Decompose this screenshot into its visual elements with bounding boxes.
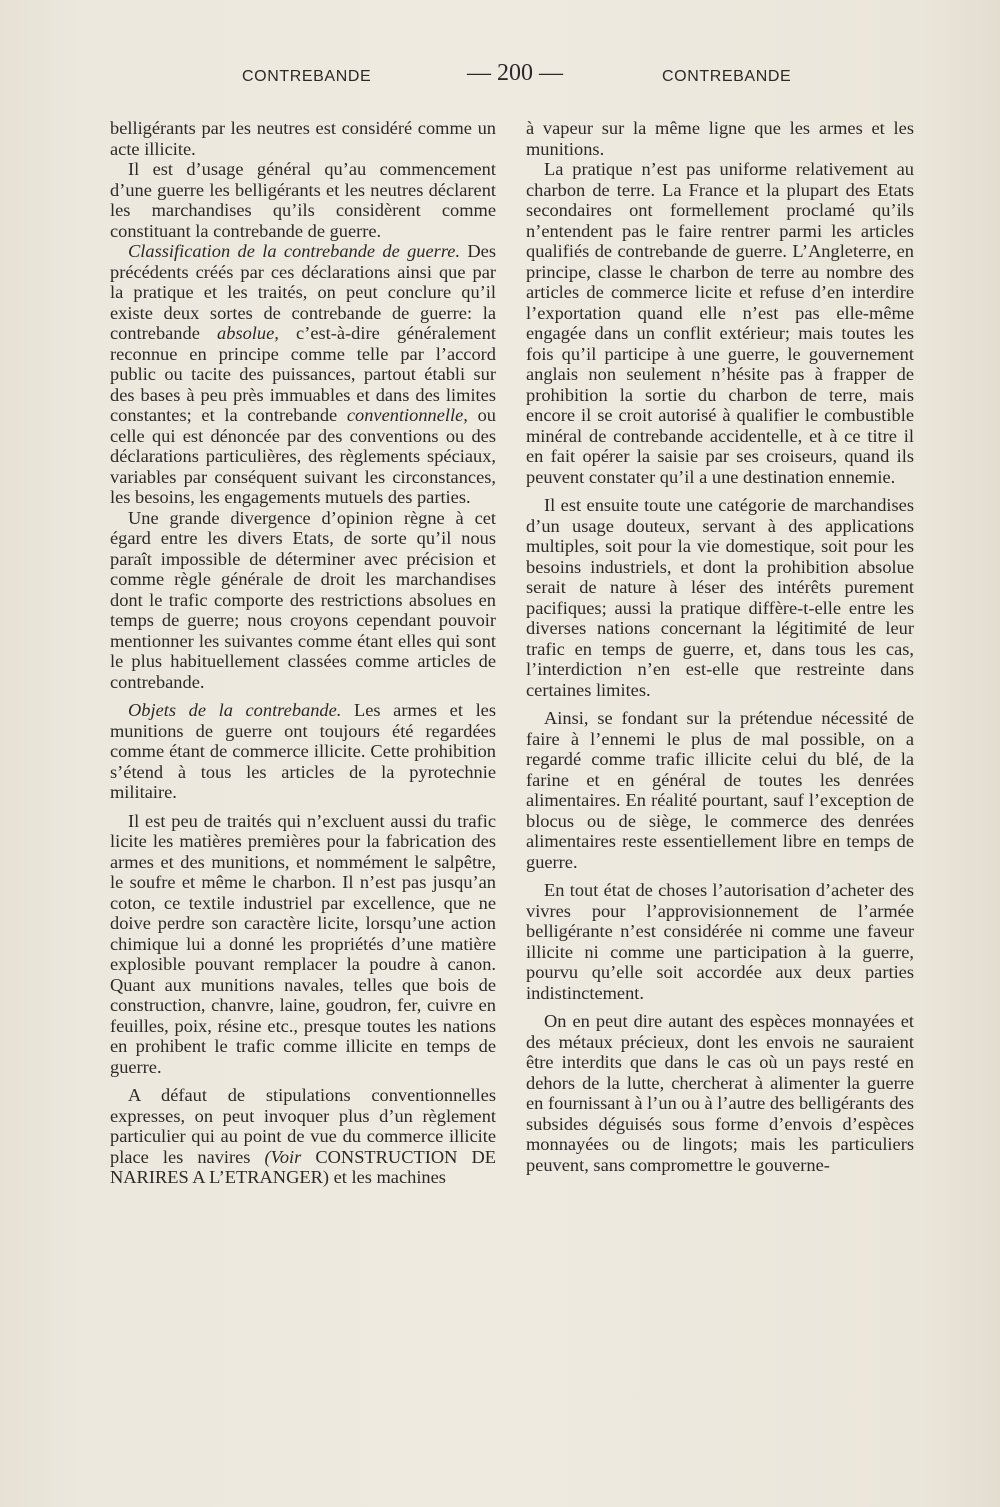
paragraph-text: Des précédents créés par ces déclarations ainsi que par la pratique et les traités, on peut conclure qu’il existe deux sortes de contrebande de guerre: la contrebande: [110, 241, 496, 343]
page-header: [0, 60, 1000, 92]
paragraph-text: Les armes et les munitions de guerre ont toujours été regardées comme étant de commerce illicite. Cette prohibition s’étend à tous les articles de la pyrotechnie militaire.: [110, 700, 497, 802]
emphasized-term: absolue,: [217, 323, 279, 343]
paragraph-text: A défaut de stipulations conventionnelles expresses, on peut invoquer plus d’un règlement particulier qui au point de vue du commerce illicite place les navires: [110, 1085, 496, 1167]
paragraph: Il est ensuite toute une catégorie de marchandises d’un usage douteux, servant à des applications multiples, soit pour la vie domestique, soit pour les besoins industriels, et dont la prohibition absolue serait de nature à léser des intérêts purement pacifiques; aussi la pratique diffère-t-elle entre les diverses nations concernant la légitimité de leur trafic en temps de guerre, et, dans tous les cas, l’interdiction n’en est-elle que restreinte dans certaines limites.: [526, 495, 914, 700]
section-heading: Objets de la contrebande.: [128, 700, 342, 720]
paragraph: Il est peu de traités qui n’excluent aussi du trafic licite les matières premières pour la fabrication des armes et des munitions, et nommément le salpêtre, le soufre et même le charbon. Il n’est pas jusqu’an coton, ce textile industriel par excellence, que ne doive perdre son caractère licite, lorsqu’une action chimique lui a donné les propriétés d’une matière explosible pouvant remplacer la poudre à canon. Quant aux munitions navales, telles que bois de construction, chanvre, laine, goudron, fer, cuivre en feuilles, poix, résine etc., presque toutes les nations en prohibent le trafic comme illicite en temps de guerre.: [110, 810, 496, 1077]
paragraph-text: ou celle qui est dénoncée par des conventions ou des déclarations particulières, des règlements spéciaux, variables par conséquent suivant les circonstances, les besoins, les engagements mutuels des parties.: [110, 405, 496, 507]
paragraph: à vapeur sur la même ligne que les armes et les munitions.: [526, 118, 914, 159]
paragraph: Il est d’usage général qu’au commencement d’une guerre les belligérants et les neutres déclarent les marchandises qu’ils considèrent comme constituant la contrebande de guerre.: [110, 159, 496, 241]
section-heading: Classification de la contrebande de guerre.: [128, 241, 461, 261]
left-column: [110, 118, 496, 1188]
paragraph: Une grande divergence d’opinion règne à cet égard entre les divers Etats, de sorte qu’il nous paraît impossible de déterminer avec précision et comme règle générale de droit les marchandises dont le trafic comporte des restrictions absolues en temps de guerre; nous croyons cependant pouvoir mentionner les suivantes comme étant elles qui sont le plus habituellement classées comme articles de contrebande.: [110, 507, 496, 692]
paragraph: La pratique n’est pas uniforme relativement au charbon de terre. La France et la plupart des Etats secondaires ont formellement proclamé qu’ils n’entendent pas le faire rentrer parmi les articles qualifiés de contrebande de guerre. L’Angleterre, en principe, classe le charbon de terre au nombre des articles de commerce licite et refuse d’en interdire l’exportation quand elle n’est pas elle-même engagée dans un conflit extérieur; mais toutes les fois qu’il participe à une guerre, le gouvernement anglais non seulement n’hésite pas à frapper de prohibition la sortie du charbon de terre, mais encore il se croit autorisé à qualifier le combustible minéral de contrebande accidentelle, et à ce titre il en fait opérer la saisie par ses croiseurs, quand ils peuvent constater qu’il a une destination ennemie.: [526, 159, 914, 487]
paragraph: [110, 1085, 496, 1188]
paragraph: On en peut dire autant des espèces monnayées et des métaux précieux, dont les envois ne sauraient être interdits que dans le cas où un pays resté en dehors de la lutte, chercherat à alimenter la guerre en fournissant à l’un ou à l’autre des belligérants des subsides déguisés sous forme d’envois d’espèces monnayées ou de lingots; mais les particuliers peuvent, sans compromettre le gouverne-: [526, 1011, 914, 1175]
right-column: [526, 118, 914, 1175]
paragraph-text: CONSTRUCTION DE NARIRES A L’ETRANGER) et les machines: [110, 1146, 496, 1187]
right-running-head: CONTREBANDE: [662, 68, 792, 85]
left-running-head: CONTREBANDE: [242, 68, 372, 85]
paragraph: belligérants par les neutres est considéré comme un acte illicite.: [110, 118, 496, 159]
page-number: — 200 —: [467, 60, 563, 86]
paragraph: [110, 700, 496, 803]
emphasized-term: conventionnelle,: [346, 405, 468, 425]
paragraph-text: c’est-à-dire généralement reconnue en principe comme telle par l’accord public ou tacite des puissances, partout établi sur des bases à peu près immuables et dans des limites constantes; et la contrebande: [110, 323, 496, 425]
paragraph: En tout état de choses l’autorisation d’acheter des vivres pour l’approvisionnement de l’armée belligérante n’est considérée ni comme une faveur illicite ni comme une participation à la guerre, pourvu qu’elle soit accordée aux deux parties indistinctement.: [526, 880, 914, 1003]
paragraph: [110, 241, 496, 508]
cross-reference: (Voir: [264, 1146, 302, 1167]
paragraph: Ainsi, se fondant sur la prétendue nécessité de faire à l’ennemi le plus de mal possible, on a regardé comme trafic illicite celui du blé, de la farine et en général de toutes les denrées alimentaires. En réalité pourtant, sauf l’exception de blocus ou de siège, le commerce des denrées alimentaires reste essentiellement libre en temps de guerre.: [526, 708, 914, 872]
